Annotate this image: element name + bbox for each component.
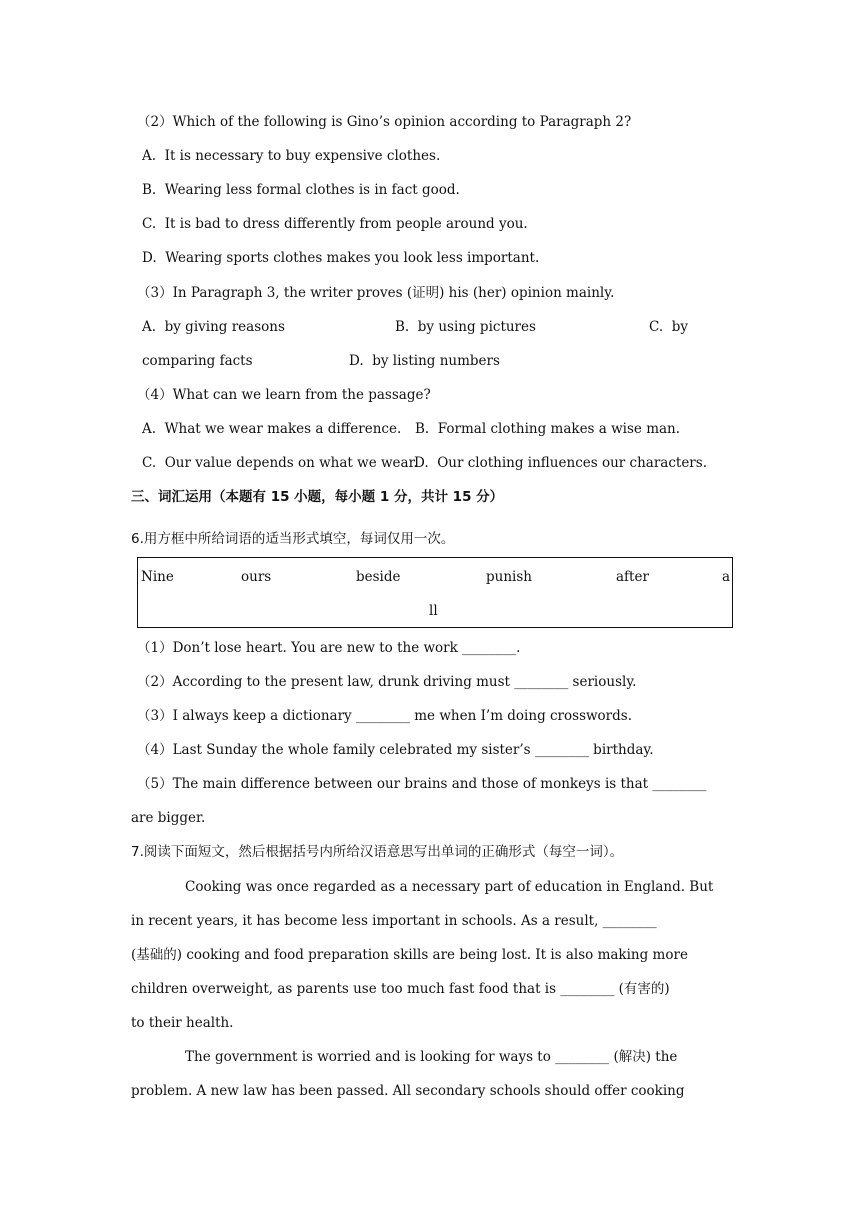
option-4d: D. Our clothing influences our characters.: [414, 455, 707, 471]
question-6-instruction: 6.用方框中所给词语的适当形式填空，每词仅用一次。: [131, 531, 455, 547]
question-6-item-5-cont: are bigger.: [131, 810, 206, 826]
option-2b: B. Wearing less formal clothes is in fact good.: [142, 182, 460, 198]
option-3c-part2: comparing facts: [142, 353, 253, 369]
option-2c: C. It is bad to dress differently from people around you.: [142, 216, 528, 232]
question-4-stem: （4）What can we learn from the passage?: [137, 387, 431, 403]
passage-line: The government is worried and is looking for ways to ________ (解决) the: [185, 1049, 678, 1065]
word-bank-item: Nine: [141, 569, 174, 585]
option-2a: A. It is necessary to buy expensive clothes.: [142, 148, 441, 164]
word-bank-item: ours: [241, 569, 272, 585]
option-2d: D. Wearing sports clothes makes you look less important.: [142, 250, 540, 266]
passage-line: children overweight, as parents use too much fast food that is ________ (有害的): [131, 981, 670, 997]
question-6-item-1: （1）Don’t lose heart. You are new to the work ________.: [137, 640, 521, 656]
question-6-item-4: （4）Last Sunday the whole family celebrated my sister’s ________ birthday.: [137, 742, 654, 758]
passage-line: to their health.: [131, 1015, 234, 1031]
question-7-instruction: 7.阅读下面短文，然后根据括号内所给汉语意思写出单词的正确形式（每空一词）。: [131, 844, 624, 860]
word-bank-item-tail: ll: [429, 603, 438, 619]
question-2-stem: （2）Which of the following is Gino’s opinion according to Paragraph 2?: [137, 114, 632, 130]
question-6-item-3: （3）I always keep a dictionary ________ me when I’m doing crosswords.: [137, 708, 632, 724]
word-bank-item: a: [722, 569, 731, 585]
passage-line: Cooking was once regarded as a necessary part of education in England. But: [185, 879, 714, 895]
passage-line: in recent years, it has become less important in schools. As a result, ________: [131, 913, 657, 929]
passage-line: (基础的) cooking and food preparation skills are being lost. It is also making more: [131, 947, 688, 963]
option-4a: A. What we wear makes a difference.: [142, 421, 402, 437]
option-4b: B. Formal clothing makes a wise man.: [415, 421, 681, 437]
question-6-item-2: （2）According to the present law, drunk driving must ________ seriously.: [137, 674, 637, 690]
question-3-stem: （3）In Paragraph 3, the writer proves (证明) his (her) opinion mainly.: [137, 285, 615, 301]
question-6-item-5: （5）The main difference between our brains and those of monkeys is that ________: [137, 776, 707, 792]
option-4c: C. Our value depends on what we wear.: [142, 455, 418, 471]
section-heading: 三、词汇运用（本题有 15 小题，每小题 1 分，共计 15 分）: [131, 489, 504, 505]
word-bank-item: punish: [486, 569, 532, 585]
option-3b: B. by using pictures: [395, 319, 536, 335]
option-3d: D. by listing numbers: [349, 353, 500, 369]
option-3c-part1: C. by: [649, 319, 688, 335]
word-bank-item: beside: [356, 569, 401, 585]
passage-line: problem. A new law has been passed. All secondary schools should offer cooking: [131, 1083, 685, 1099]
word-bank-item: after: [616, 569, 649, 585]
word-bank-box: [137, 557, 733, 628]
option-3a: A. by giving reasons: [142, 319, 285, 335]
